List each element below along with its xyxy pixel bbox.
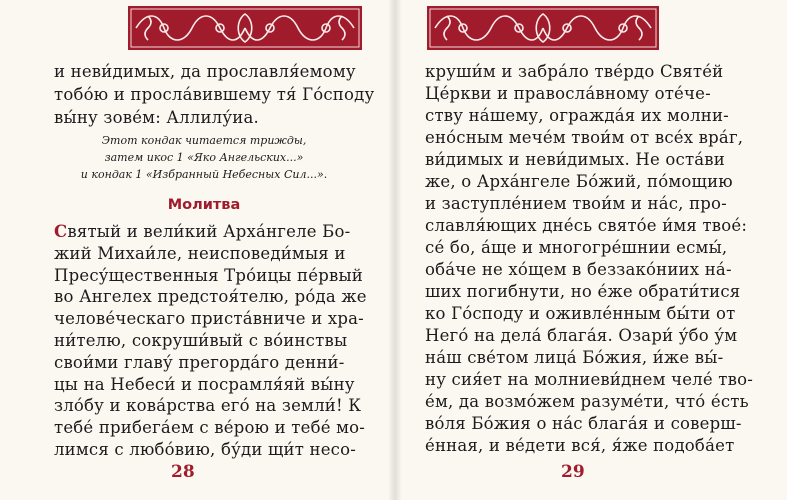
- ornament-svg: [427, 6, 659, 50]
- text-line: се́ бо, а́ще и многогре́шнии есмы́,: [425, 238, 728, 257]
- text-line: свои́ми главу́ прегорда́го денни́-: [54, 352, 345, 372]
- text-line: оба́че не хо́щем в беззако́ниих на́-: [425, 260, 732, 279]
- text-line: и неви́димых, да прославля́емому: [54, 62, 356, 81]
- text-line: ви́димых и неви́димых. Не оста́ви: [425, 150, 725, 169]
- text-line: ству на́шему, огражда́я их молни-: [425, 106, 729, 125]
- text-line: же, о Арха́нгеле Бо́жий, по́мощию: [425, 172, 733, 191]
- text-line: е́нная, и ве́дети вся́, я́же подоба́ет: [425, 436, 735, 455]
- book-gutter: [388, 0, 402, 500]
- text-line: во́ля Бо́жия о на́с блага́я и соверш-: [425, 414, 742, 433]
- text-line: тобо́ю и просла́вившему тя́ Го́споду: [54, 85, 375, 104]
- section-heading: Молитва: [167, 197, 241, 213]
- text-line: е́м, да возмо́жем разуме́ти, что́ е́сть: [425, 392, 749, 411]
- text-line: [54, 222, 350, 241]
- text-line: ших погибнути, но е́же обрати́тися: [425, 282, 741, 301]
- text-line: тебе́ прибега́ем с ве́рою и тебе́ мо-: [54, 418, 366, 438]
- floral-ornament-icon: [427, 6, 659, 50]
- text-line: во Ангелех предстоя́телю, ро́да же: [54, 287, 367, 307]
- text-line: ну сия́ет на молниеви́днем челе́ тво-: [425, 370, 754, 389]
- text-line: Него́ на дела́ блага́я. Озари́ у́бо у́м: [425, 326, 738, 345]
- text-line: славля́ющих дне́сь свято́е и́мя твое́:: [425, 216, 748, 235]
- text-line: Пресу́щественныя Тро́ицы пе́рвый: [54, 265, 364, 285]
- text-line: жий Михаи́ле, неисповеди́мыя и: [54, 243, 346, 263]
- ornament-svg: [128, 6, 362, 50]
- text-line: на́ш све́том лица́ Бо́жия, и́же вы́-: [425, 348, 724, 367]
- floral-ornament-icon: [128, 6, 362, 50]
- text-line: и заступле́нием твои́м и на́с, про-: [425, 194, 727, 213]
- text-line: цы на Небеси́ и посрамля́яй вы́ну: [54, 374, 355, 394]
- text-line: челове́ческаго приста́вниче и хра-: [54, 309, 364, 329]
- first-line-text: вятый и вели́кий Арха́нгеле Бо-: [67, 222, 351, 241]
- rubric-note-line: и кондак 1 «Избранный Небесных Сил...».: [80, 168, 328, 181]
- text-line: ено́сным мече́м твои́м от все́х вра́г,: [425, 128, 744, 147]
- text-line: Це́ркви и правосла́вному оте́че-: [425, 84, 711, 103]
- text-line: ко Го́споду и оживле́нным бы́ти от: [425, 304, 736, 323]
- page-number: 28: [171, 462, 195, 482]
- text-line: лимся с любо́вию, бу́ди щи́т несо-: [54, 440, 357, 459]
- rubric-note-line: Этот кондак читается трижды,: [101, 134, 307, 147]
- text-line: круши́м и забра́ло тве́рдо Святе́й: [425, 62, 724, 81]
- page-number: 29: [561, 462, 585, 482]
- text-line: вы́ну зове́м: Аллилу́иа.: [54, 108, 259, 127]
- rubric-note-line: затем икос 1 «Яко Ангельских...»: [104, 151, 304, 164]
- drop-cap: С: [54, 222, 68, 241]
- text-line: ни́телю, сокруши́вый с во́инствы: [54, 331, 348, 350]
- right-page: [395, 0, 787, 500]
- text-line: зло́бу и кова́рства его́ на земли́! К: [54, 396, 362, 416]
